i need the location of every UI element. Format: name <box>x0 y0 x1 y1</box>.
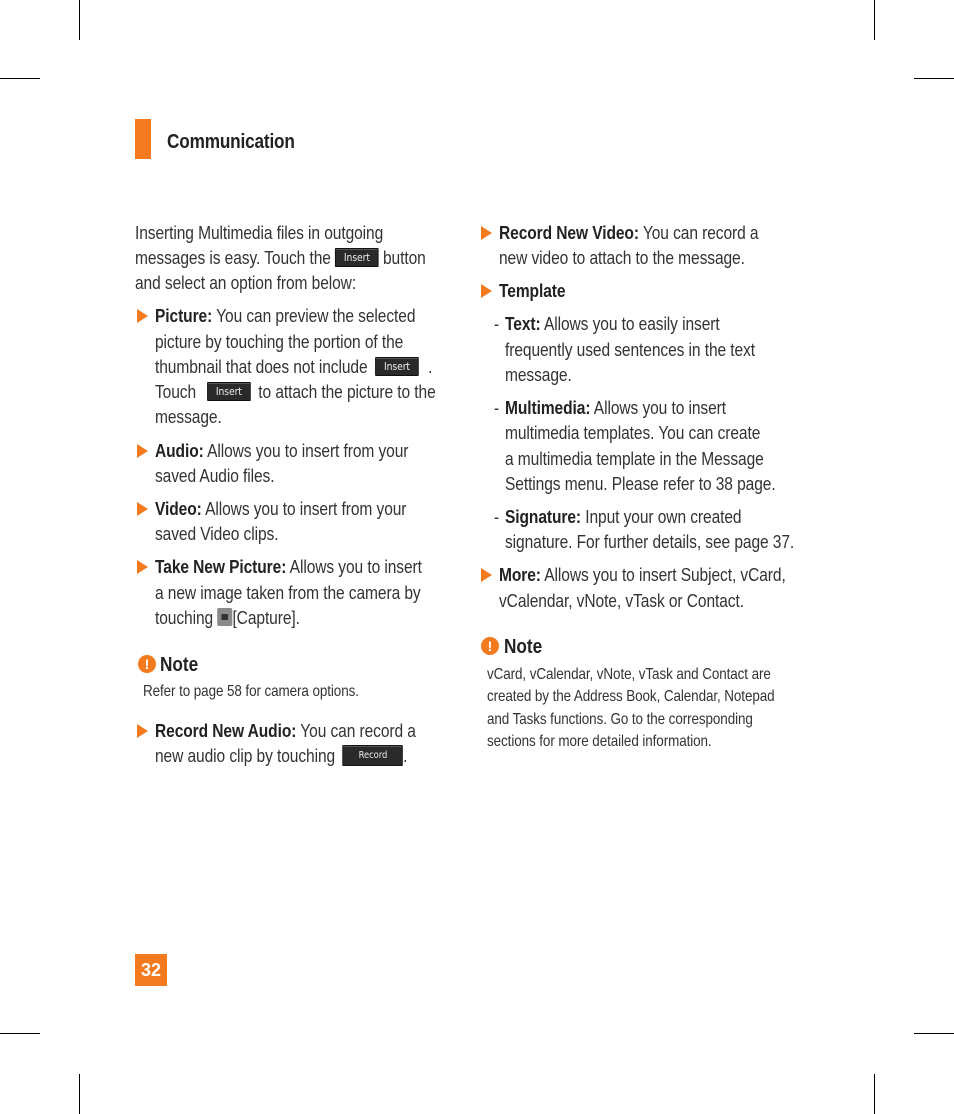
take-picture-label: Take New Picture: <box>155 556 287 577</box>
signature-label: Signature: <box>505 506 582 527</box>
record-audio-text: You can record a <box>300 720 416 741</box>
intro-line: and select an option from below: <box>135 272 357 293</box>
video-label: Video: <box>155 498 202 519</box>
more-line <box>499 562 786 587</box>
note-label: Note <box>160 654 199 676</box>
multimedia-line: multimedia templates. You can create <box>505 422 761 443</box>
page-number: 32 <box>135 954 167 986</box>
record-video-line <box>499 220 758 245</box>
more-label: More: <box>499 564 541 585</box>
template-label <box>499 278 565 303</box>
multimedia-line <box>505 395 726 420</box>
bullet-arrow-icon <box>137 502 148 516</box>
signature-line <box>505 504 741 529</box>
take-picture-text: touching <box>155 607 214 628</box>
crop-mark <box>874 1074 875 1114</box>
camera-icon <box>217 608 232 626</box>
bullet-arrow-icon <box>481 226 492 240</box>
multimedia-line: a multimedia template in the Message <box>505 448 764 469</box>
record-video-label: Record New Video: <box>499 222 639 243</box>
picture-label: Picture: <box>155 305 213 326</box>
note-text: and Tasks functions. Go to the corresponding <box>487 711 753 728</box>
insert-button: Insert <box>335 248 379 267</box>
record-audio-text: new audio clip by touching <box>155 745 336 766</box>
note-text: vCard, vCalendar, vNote, vTask and Contact are <box>487 666 771 683</box>
note-icon: ! <box>481 637 499 655</box>
video-text: Allows you to insert from your <box>205 498 407 519</box>
picture-line <box>155 303 415 328</box>
crop-mark <box>0 78 40 79</box>
crop-mark <box>914 78 954 79</box>
signature-text: Input your own created <box>585 506 742 527</box>
multimedia-line: Settings menu. Please refer to 38 page. <box>505 473 776 494</box>
crop-mark <box>79 1074 80 1114</box>
record-video-line: new video to attach to the message. <box>499 247 745 268</box>
record-button: Record <box>343 745 403 766</box>
signature-dash: - <box>494 506 500 527</box>
picture-text: to attach the picture to the <box>258 381 436 402</box>
picture-line: picture by touching the portion of the <box>155 331 404 352</box>
take-picture-line <box>155 554 422 579</box>
text-line <box>505 311 720 336</box>
text-text: Allows you to easily insert <box>543 313 720 334</box>
bullet-arrow-icon <box>137 309 148 323</box>
more-text: Allows you to insert Subject, vCard, <box>544 564 786 585</box>
crop-mark <box>79 0 80 40</box>
note-icon: ! <box>138 655 156 673</box>
multimedia-label: Multimedia: <box>505 397 591 418</box>
picture-text: thumbnail that does not include <box>155 356 368 377</box>
crop-mark <box>0 1033 40 1034</box>
more-line: vCalendar, vNote, vTask or Contact. <box>499 590 744 611</box>
template-label-text: Template <box>499 280 566 301</box>
insert-button: Insert <box>375 357 419 376</box>
insert-button: Insert <box>207 382 251 401</box>
text-line: message. <box>505 364 572 385</box>
note-text: Refer to page 58 for camera options. <box>143 683 359 700</box>
bullet-arrow-icon <box>481 568 492 582</box>
multimedia-text: Allows you to insert <box>593 397 726 418</box>
record-audio-label: Record New Audio: <box>155 720 297 741</box>
intro-text: button <box>382 247 426 268</box>
take-picture-line: a new image taken from the camera by <box>155 582 421 603</box>
take-picture-text: Allows you to insert <box>289 556 422 577</box>
audio-label: Audio: <box>155 440 204 461</box>
audio-text: Allows you to insert from your <box>207 440 409 461</box>
section-title: Communication <box>167 131 295 153</box>
picture-line: message. <box>155 406 222 427</box>
signature-line: signature. For further details, see page 37. <box>505 531 795 552</box>
bullet-arrow-icon <box>137 560 148 574</box>
picture-text: . <box>428 356 433 377</box>
note-label: Note <box>504 636 543 658</box>
intro-line: Inserting Multimedia files in outgoing <box>135 222 384 243</box>
crop-mark <box>874 0 875 40</box>
crop-mark <box>914 1033 954 1034</box>
note-text: sections for more detailed information. <box>487 733 712 750</box>
record-video-text: You can record a <box>642 222 759 243</box>
video-line: saved Video clips. <box>155 523 279 544</box>
take-picture-line <box>155 605 300 630</box>
note-text: created by the Address Book, Calendar, Notepad <box>487 688 775 705</box>
picture-line <box>155 379 436 404</box>
record-audio-line <box>155 718 416 743</box>
bullet-arrow-icon <box>481 284 492 298</box>
intro-text: messages is easy. Touch the <box>135 247 331 268</box>
picture-text: Touch <box>155 381 197 402</box>
bullet-arrow-icon <box>137 444 148 458</box>
text-line: frequently used sentences in the text <box>505 339 756 360</box>
take-picture-text: [Capture]. <box>232 607 300 628</box>
text-label: Text: <box>505 313 541 334</box>
picture-text: You can preview the selected <box>216 305 416 326</box>
intro-line <box>135 245 426 270</box>
section-accent-bar <box>135 119 151 159</box>
record-audio-text: . <box>403 745 408 766</box>
audio-line: saved Audio files. <box>155 465 275 486</box>
picture-line <box>155 354 432 379</box>
bullet-arrow-icon <box>137 724 148 738</box>
multimedia-dash: - <box>494 397 500 418</box>
video-line <box>155 496 406 521</box>
audio-line <box>155 438 408 463</box>
record-audio-line <box>155 743 407 768</box>
text-dash: - <box>494 313 500 334</box>
